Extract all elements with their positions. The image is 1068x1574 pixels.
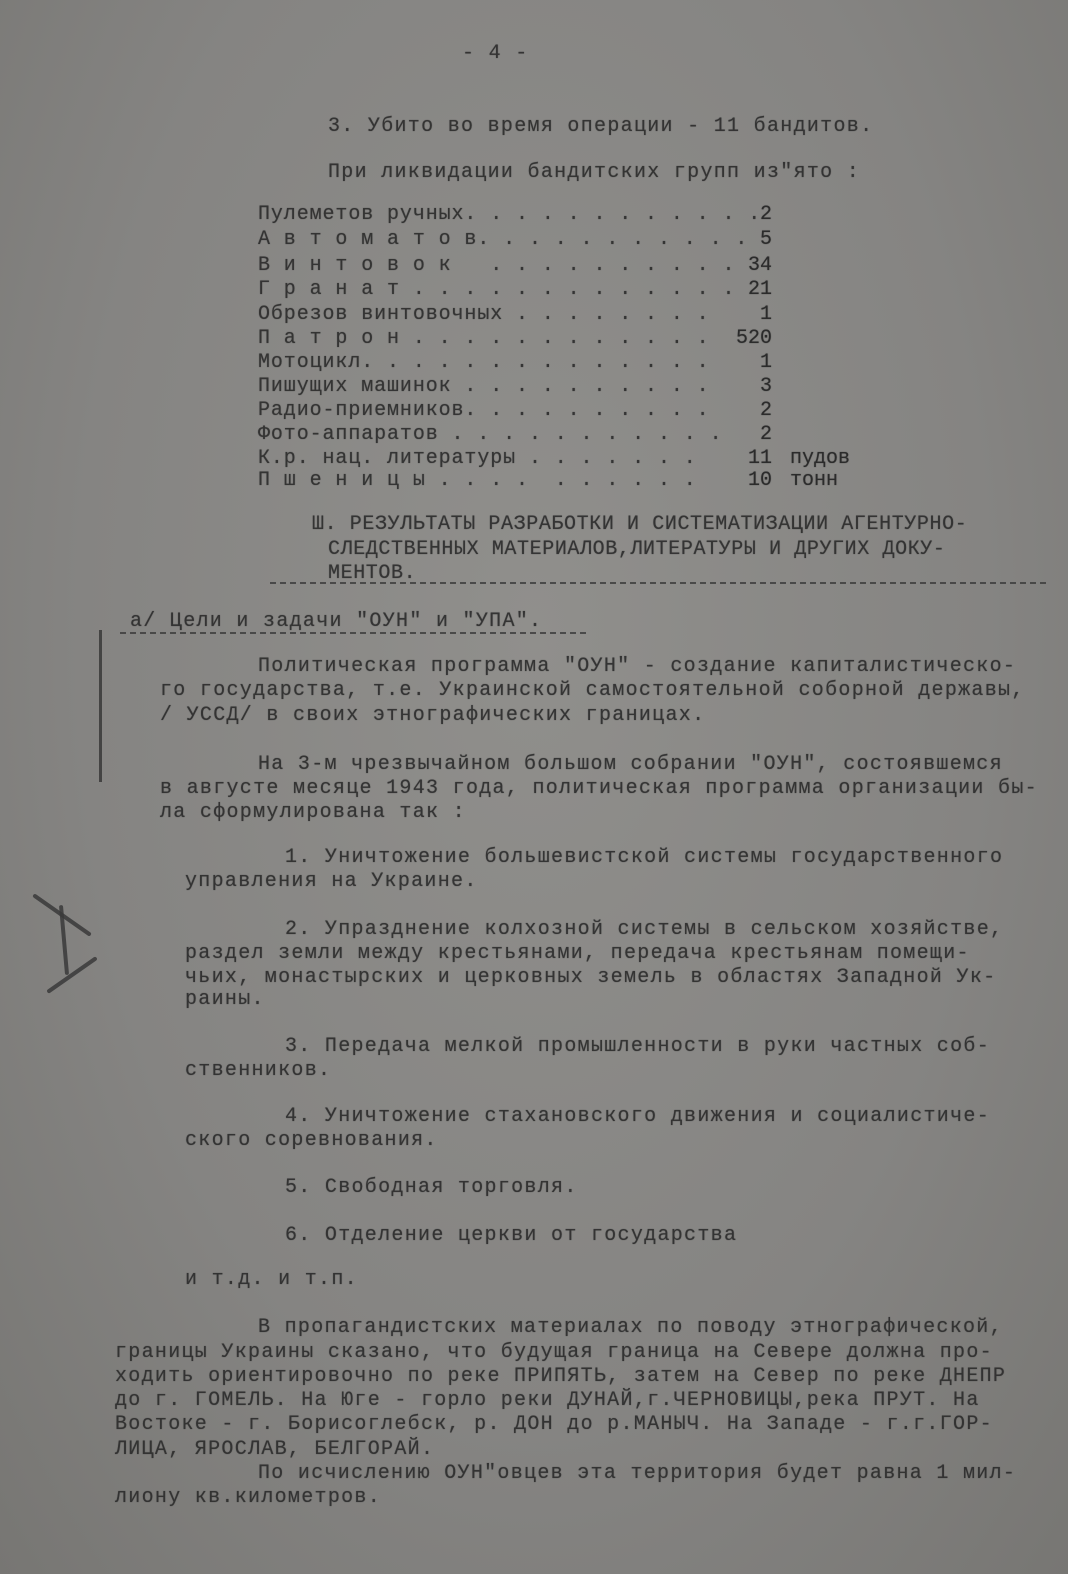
text-line: 1. Уничтожение большевистской системы государственного (285, 846, 1004, 869)
text-line: ЛИЦА, ЯРОСЛАВ, БЕЛГОРАЙ. (115, 1438, 435, 1461)
section-3-heading-line: Ш. РЕЗУЛЬТАТЫ РАЗРАБОТКИ И СИСТЕМАТИЗАЦИИ АГЕНТУРНО- (312, 513, 968, 536)
seized-item-label: А в т о м а т о в. . . . . . . . . . . (258, 228, 749, 251)
seized-item-value: 1 (759, 303, 772, 326)
seized-item-label: К.р. нац. литературы . . . . . . . (258, 447, 697, 470)
text-line: 5. Свободная торговля. (285, 1176, 578, 1199)
section-3-underline (270, 582, 1046, 584)
text-line: 4. Уничтожение стахановского движения и социалистиче- (285, 1105, 991, 1128)
subsection-a-underline (120, 632, 586, 634)
seized-item-value: 520 (735, 327, 772, 350)
seized-item-label: П а т р о н . . . . . . . . . . . . (258, 327, 710, 350)
seized-item-value: 5 (759, 228, 772, 251)
text-line: границы Украины сказано, что будущая граница на Севере должна про- (115, 1341, 993, 1364)
seized-item-value: 2 (759, 203, 772, 226)
seized-item-value: 10 (747, 469, 772, 492)
seized-item-label: Фото-аппаратов . . . . . . . . . . . (258, 423, 723, 446)
seized-item-label: Мотоцикл. . . . . . . . . . . . . . (258, 351, 710, 374)
seized-item-unit: тонн (790, 469, 839, 492)
text-line: в августе месяце 1943 года, политическая программа организации бы- (160, 777, 1038, 800)
text-line: ского соревнования. (185, 1129, 438, 1152)
text-line: В пропагандистских материалах по поводу этнографической, (258, 1316, 1003, 1339)
seized-item-value: 21 (747, 278, 772, 301)
text-line: Востоке - г. Борисоглебск, р. ДОН до р.МАНЫЧ. На Западе - г.г.ГОР- (115, 1413, 993, 1436)
text-line: до г. ГОМЕЛЬ. На Юге - горло реки ДУНАЙ,г.ЧЕРНОВИЦЫ,река ПРУТ. На (115, 1389, 980, 1412)
text-line: 6. Отделение церкви от государства (285, 1224, 738, 1247)
text-line: На 3-м чрезвычайном большом собрании "ОУН", состоявшемся (258, 753, 1003, 776)
seized-item-value: 2 (759, 399, 772, 422)
margin-pencil-mark (46, 956, 97, 994)
text-line: ла сформулирована так : (160, 801, 466, 824)
subsection-a-heading: а/ Цели и задачи "ОУН" и "УПА". (130, 610, 543, 633)
seized-item-unit: пудов (790, 447, 851, 470)
seized-item-value: 1 (759, 351, 772, 374)
text-line: раздел земли между крестьянами, передача крестьянам помещи- (185, 942, 970, 965)
section-3-heading-line: МЕНТОВ. (328, 562, 417, 585)
killed-line: 3. Убито во время операции - 11 бандитов. (328, 115, 874, 138)
text-line: го государства, т.е. Украинской самостоятельной соборной державы, (160, 679, 1025, 702)
text-line: 3. Передача мелкой промышленности в руки частных соб- (285, 1035, 991, 1058)
text-line: / УССД/ в своих этнографических границах. (160, 704, 706, 727)
seized-item-value: 2 (759, 423, 772, 446)
seized-item-label: Обрезов винтовочных . . . . . . . . (258, 303, 710, 326)
seized-item-value: 3 (759, 375, 772, 398)
seized-item-label: Г р а н а т . . . . . . . . . . . . . (258, 278, 736, 301)
text-line: управления на Украине. (185, 870, 478, 893)
seized-item-label: Пишущих машинок . . . . . . . . . . (258, 375, 710, 398)
text-line: и т.д. и т.п. (185, 1268, 358, 1291)
text-line: раины. (185, 988, 265, 1011)
text-line: Политическая программа "ОУН" - создание капиталистическо- (258, 655, 1017, 678)
text-line: 2. Упразднение колхозной системы в сельском хозяйстве, (285, 918, 1004, 941)
text-line: По исчислению ОУН"овцев эта территория будет равна 1 мил- (258, 1462, 1017, 1485)
text-line: лиону кв.километров. (115, 1486, 382, 1509)
seized-item-value: 34 (747, 254, 772, 277)
section-3-heading-line: СЛЕДСТВЕННЫХ МАТЕРИАЛОВ,ЛИТЕРАТУРЫ И ДРУГИХ ДОКУ- (328, 538, 946, 561)
text-line: ходить ориентировочно по реке ПРИПЯТЬ, затем на Север по реке ДНЕПР (115, 1365, 1007, 1388)
seized-item-label: Радио-приемников. . . . . . . . . . (258, 399, 710, 422)
seized-item-label: В и н т о в о к . . . . . . . . . . (258, 254, 736, 277)
text-line: ственников. (185, 1059, 332, 1082)
page-number: - 4 - (462, 42, 529, 65)
seized-item-label: Пулеметов ручных. . . . . . . . . . . . (258, 203, 762, 226)
seized-item-label: П ш е н и ц ы . . . . . . . . . . (258, 469, 697, 492)
margin-bar (99, 630, 102, 782)
seized-heading: При ликвидации бандитских групп из"ято : (328, 161, 861, 184)
seized-item-value: 11 (747, 447, 772, 470)
text-line: чьих, монастырских и церковных земель в областях Западной Ук- (185, 966, 997, 989)
